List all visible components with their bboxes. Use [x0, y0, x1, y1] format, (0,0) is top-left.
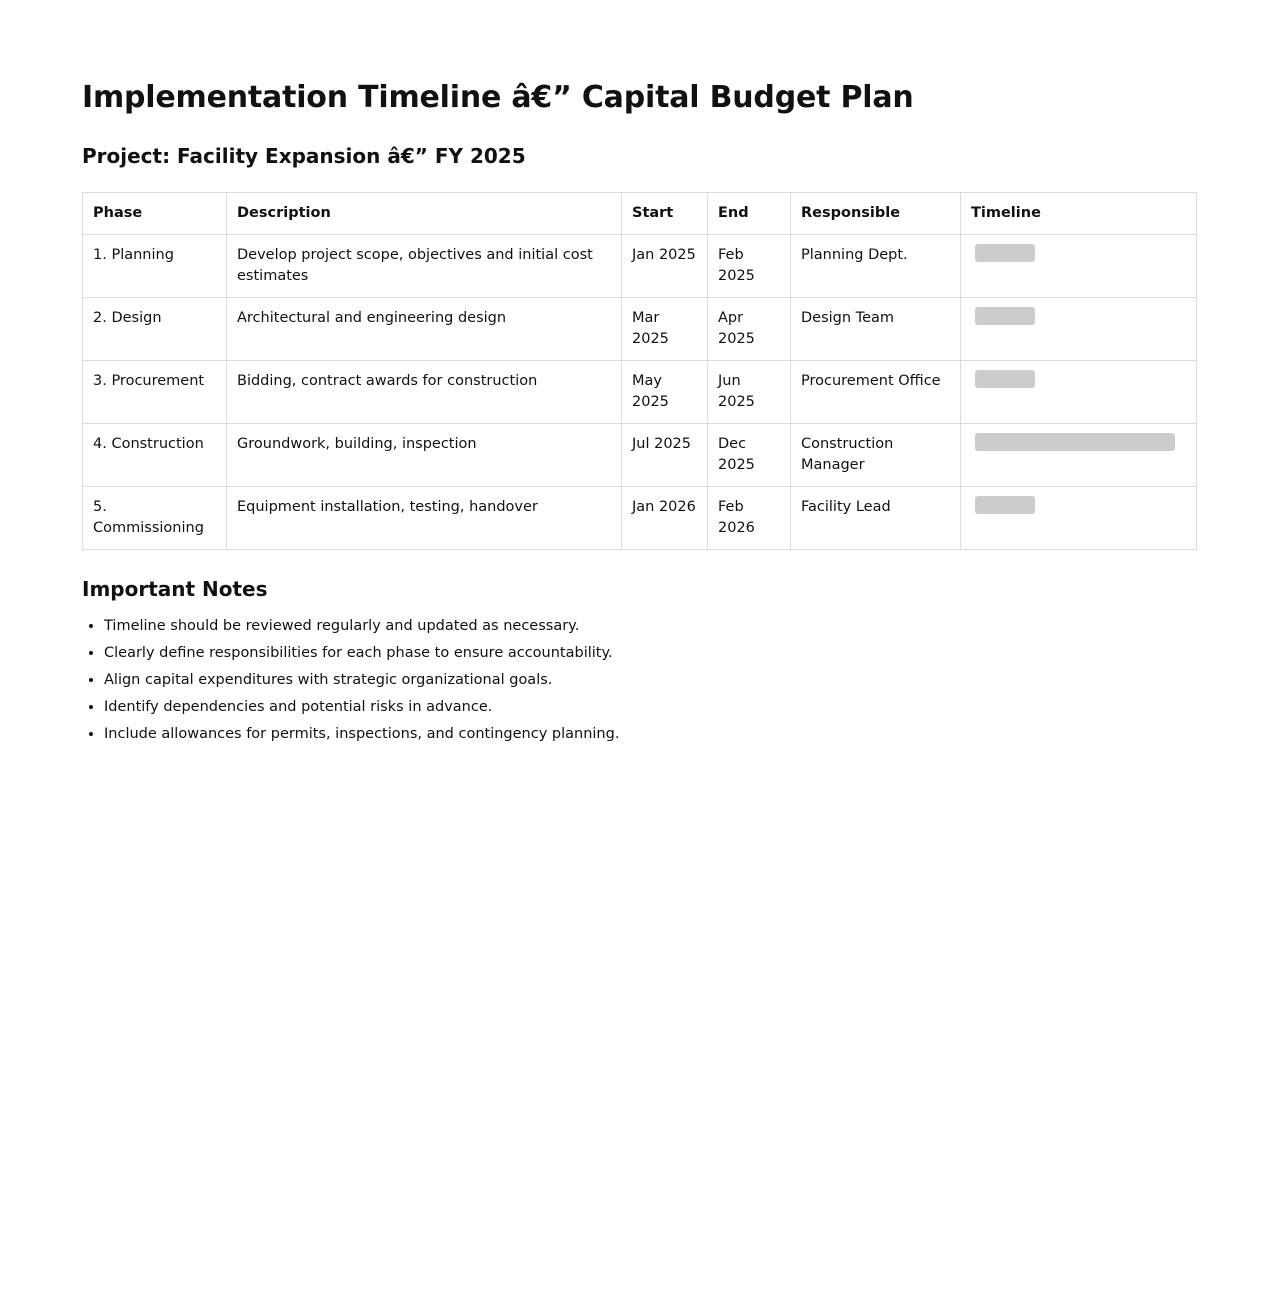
header-timeline: Timeline [961, 193, 1197, 235]
responsible-cell: Construction Manager [791, 424, 961, 487]
end-cell: Jun 2025 [708, 361, 791, 424]
end-cell: Feb 2025 [708, 235, 791, 298]
description-cell: Develop project scope, objectives and initial cost estimates [227, 235, 622, 298]
description-cell: Architectural and engineering design [227, 298, 622, 361]
responsible-cell: Planning Dept. [791, 235, 961, 298]
start-cell: Mar 2025 [622, 298, 708, 361]
table-row [83, 298, 1197, 361]
page-title: Implementation Timeline â€” Capital Budget Plan [82, 80, 914, 115]
responsible-cell: Procurement Office [791, 361, 961, 424]
phase-cell: 2. Design [83, 298, 227, 361]
timeline-bar [975, 244, 1035, 262]
timeline-bar [975, 433, 1175, 451]
description-cell: Bidding, contract awards for construction [227, 361, 622, 424]
header-responsible: Responsible [791, 193, 961, 235]
description-cell: Equipment installation, testing, handover [227, 487, 622, 550]
table-row [83, 361, 1197, 424]
timeline-cell [961, 361, 1197, 424]
timeline-bar [975, 496, 1035, 514]
timeline-cell [961, 235, 1197, 298]
list-item: • Clearly define responsibilities for each phase to ensure accountability. [104, 643, 1196, 664]
timeline-bar [975, 307, 1035, 325]
list-item: • Identify dependencies and potential risks in advance. [104, 697, 1196, 718]
start-cell: May 2025 [622, 361, 708, 424]
timeline-table [82, 192, 1197, 550]
end-cell: Dec 2025 [708, 424, 791, 487]
header-end: End [708, 193, 791, 235]
timeline-cell [961, 298, 1197, 361]
end-cell: Feb 2026 [708, 487, 791, 550]
header-description: Description [227, 193, 622, 235]
phase-cell: 3. Procurement [83, 361, 227, 424]
timeline-cell [961, 424, 1197, 487]
list-item: • Include allowances for permits, inspections, and contingency planning. [104, 724, 1196, 745]
description-cell: Groundwork, building, inspection [227, 424, 622, 487]
phase-cell: 1. Planning [83, 235, 227, 298]
table-row [83, 487, 1197, 550]
responsible-cell: Design Team [791, 298, 961, 361]
end-cell: Apr 2025 [708, 298, 791, 361]
phase-cell: 4. Construction [83, 424, 227, 487]
table-header-row [83, 193, 1197, 235]
notes-list [82, 616, 1196, 745]
header-start: Start [622, 193, 708, 235]
start-cell: Jul 2025 [622, 424, 708, 487]
timeline-bar [975, 370, 1035, 388]
table-row [83, 235, 1197, 298]
start-cell: Jan 2026 [622, 487, 708, 550]
phase-cell: 5. Commissioning [83, 487, 227, 550]
list-item: • Align capital expenditures with strategic organizational goals. [104, 670, 1196, 691]
project-subtitle: Project: Facility Expansion â€” FY 2025 [82, 144, 526, 168]
list-item: • Timeline should be reviewed regularly and updated as necessary. [104, 616, 1196, 637]
header-phase: Phase [83, 193, 227, 235]
notes-heading: Important Notes [82, 577, 268, 601]
table-row [83, 424, 1197, 487]
start-cell: Jan 2025 [622, 235, 708, 298]
responsible-cell: Facility Lead [791, 487, 961, 550]
timeline-cell [961, 487, 1197, 550]
